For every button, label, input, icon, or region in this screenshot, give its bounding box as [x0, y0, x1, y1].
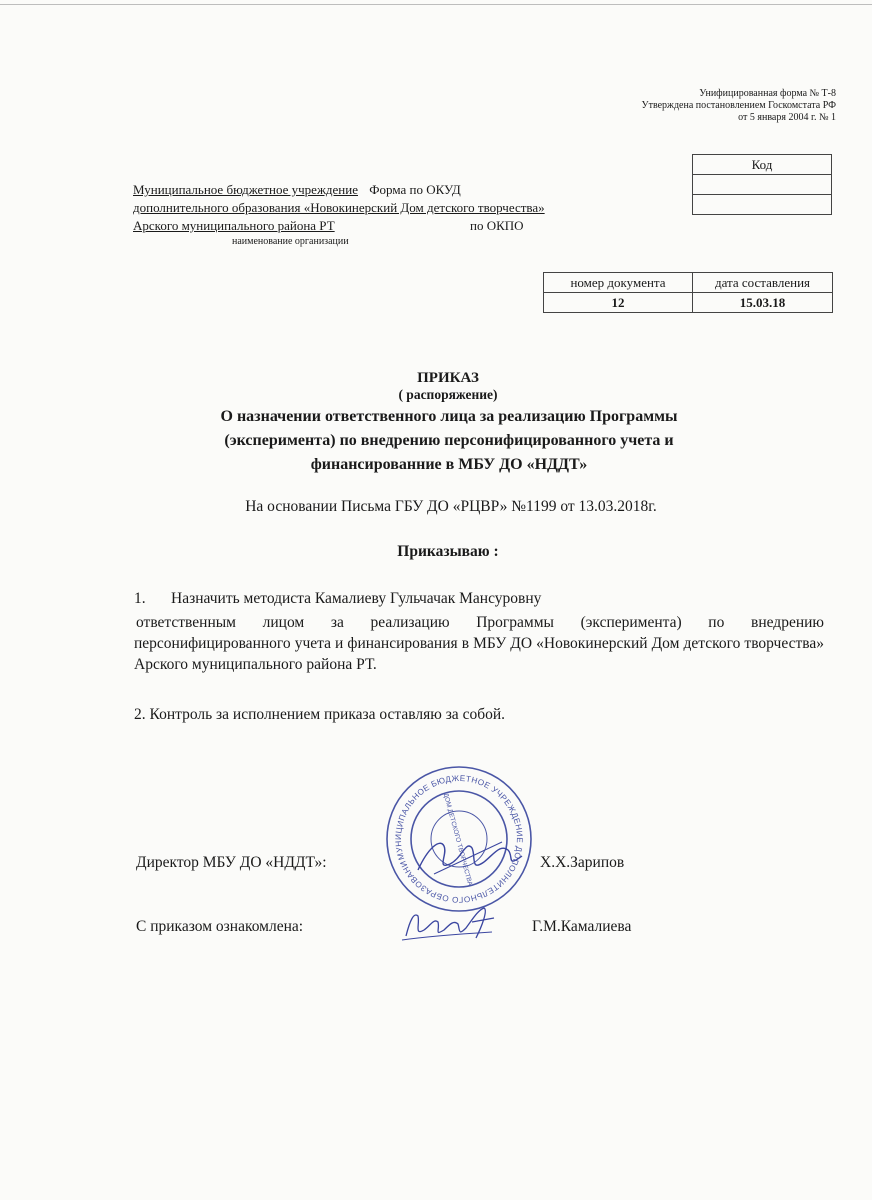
employee-signature [400, 900, 500, 950]
order-command: Приказываю : [397, 543, 499, 560]
form-note-line-1: Унифицированная форма № Т-8 [699, 88, 836, 99]
item-1-first-line: Назначить методиста Камалиеву Гульчачак Мансуровну [171, 590, 542, 607]
doc-date-header: дата составления [693, 273, 833, 293]
okpo-label: по ОКПО [470, 218, 524, 233]
acquainted-name: Г.М.Камалиева [532, 918, 632, 935]
org-caption: наименование организации [232, 236, 349, 247]
order-subtitle: ( распоряжение) [398, 387, 498, 402]
director-signature [410, 826, 530, 886]
stamp-center-text: ДОМ ДЕТСКОГО ТВОРЧЕСТВА [441, 792, 474, 887]
org-line-1: Муниципальное бюджетное учреждение [133, 182, 358, 197]
code-table [692, 154, 832, 215]
okpo-code-cell [693, 195, 832, 215]
doc-number: 12 [544, 293, 693, 313]
director-label: Директор МБУ ДО «НДДТ»: [136, 854, 327, 871]
okud-label: Форма по ОКУД [369, 182, 461, 197]
doc-date: 15.03.18 [693, 293, 833, 313]
okud-code-cell [693, 175, 832, 195]
form-note-line-2: Утверждена постановлением Госкомстата РФ [641, 100, 836, 111]
page-top-border [0, 4, 872, 5]
org-line-2: дополнительного образования «Новокинерский Дом детского творчества» [133, 200, 545, 215]
item-1-continuation: ответственным лицом за реализацию Программы (эксперимента) по внедрению персонифицированного учета и финансирования в МБУ ДО «Новокинерский Дом детского творчества» Арского муниципального района РТ. [134, 614, 824, 673]
form-note-line-3: от 5 января 2004 г. № 1 [738, 112, 836, 123]
order-basis: На основании Письма ГБУ ДО «РЦВР» №1199 от 13.03.2018г. [245, 498, 657, 515]
acquainted-label: С приказом ознакомлена: [136, 918, 304, 935]
order-heading-line-3: финансированние в МБУ ДО «НДДТ» [310, 456, 588, 473]
order-title: ПРИКАЗ [417, 370, 479, 386]
doc-number-header: номер документа [544, 273, 693, 293]
order-heading-line-1: О назначении ответственного лица за реализацию Программы [220, 408, 678, 425]
order-heading-line-2: (эксперимента) по внедрению персонифицированного учета и [224, 432, 674, 449]
code-header: Код [693, 155, 832, 175]
org-line-3-row [133, 217, 335, 234]
doc-table [543, 272, 833, 313]
org-line-1-row [133, 181, 461, 198]
item-1-number: 1. [134, 590, 146, 607]
director-name: Х.Х.Зарипов [540, 854, 625, 871]
stamp-ring-text: МУНИЦИПАЛЬНОЕ БЮДЖЕТНОЕ УЧРЕЖДЕНИЕ ДОПОЛНИТЕЛЬНОГО ОБРАЗОВАНИЯ [393, 773, 525, 905]
item-2: 2. Контроль за исполнением приказа оставляю за собой. [134, 706, 506, 723]
org-line-3: Арского муниципального района РТ [133, 218, 335, 233]
form-note [642, 88, 837, 124]
